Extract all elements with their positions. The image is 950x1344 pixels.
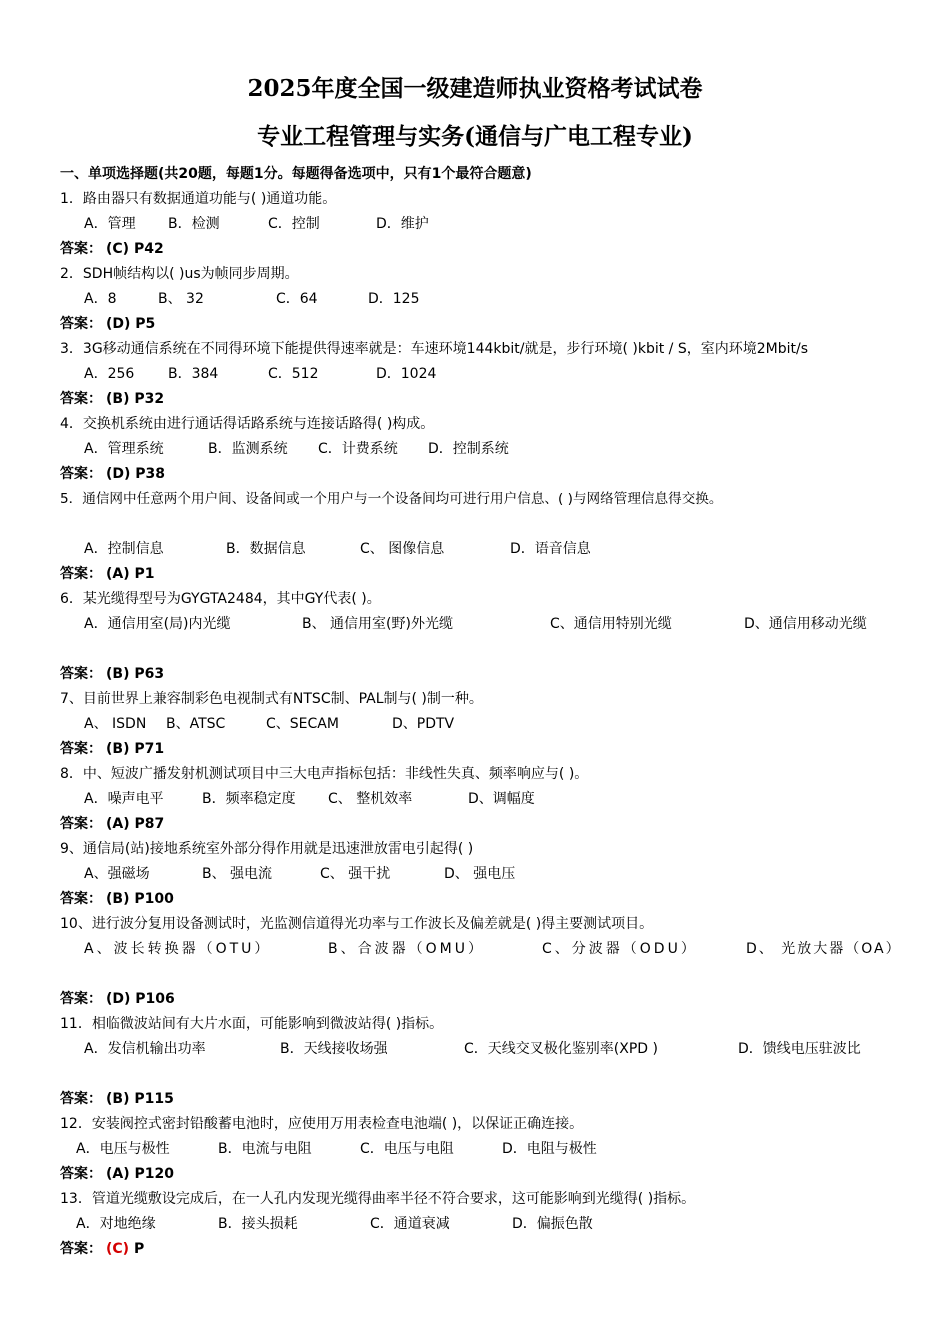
answer-label: 答案： [60,991,102,1007]
option: C．512 [268,366,319,382]
option: A．电压与极性 [76,1141,170,1157]
answer-choice: (D) [106,991,131,1007]
answer-page: P63 [134,666,165,682]
option: B．384 [168,366,219,382]
option: D、 强电压 [444,866,516,882]
question-options [60,212,896,237]
answer-label: 答案： [60,816,102,832]
answer-line [60,1087,896,1112]
option: A．发信机输出功率 [84,1041,206,1057]
answer-line [60,662,896,687]
answer-line [60,812,896,837]
question-options [60,287,896,312]
option: C．64 [276,291,318,307]
answer-page: P32 [134,391,165,407]
answer-line [60,462,896,487]
option: D．偏振色散 [512,1216,593,1232]
option: C、 强干扰 [320,866,391,882]
option: A、波长转换器（OTU） [84,941,272,957]
answer-page: P115 [134,1091,174,1107]
answer-choice: (D) [106,316,131,332]
question-text: 7、目前世界上兼容制彩色电视制式有NTSC制、PAL制与( )制一种。 [60,691,483,707]
answer-line [60,1162,896,1187]
question-options [60,362,896,387]
question-text: 11．相临微波站间有大片水面，可能影响到微波站得( )指标。 [60,1016,444,1032]
answer-page: P120 [134,1166,174,1182]
answer-line [60,737,896,762]
option: A．8 [84,291,117,307]
question-text: 10、进行波分复用设备测试时，光监测信道得光功率与工作波长及偏差就是( )得主要测试项目。 [60,916,654,932]
answer-choice: (D) [106,466,131,482]
option: C．计费系统 [318,441,398,457]
question-text: 12．安装阀控式密封铅酸蓄电池时，应使用万用表检查电池端( )，以保证正确连接。 [60,1116,584,1132]
option: C．控制 [268,216,320,232]
question-list [60,162,902,1262]
question-text: 5．通信网中任意两个用户间、设备间或一个用户与一个设备间均可进行用户信息、( )与网络管理信息得交换。 [60,491,723,507]
answer-label: 答案： [60,466,102,482]
answer-choice: (B) [106,741,130,757]
option: D．控制系统 [428,441,509,457]
answer-page: P106 [135,991,175,1007]
question-text: 1．路由器只有数据通道功能与( )通道功能。 [60,191,337,207]
answer-choice: (A) [106,816,130,832]
option: D．1024 [376,366,437,382]
answer-choice: (B) [106,391,130,407]
answer-label: 答案： [60,666,102,682]
question-options [60,537,896,562]
option: D．语音信息 [510,541,591,557]
answer-label: 答案： [60,391,102,407]
question-options [60,1037,896,1062]
answer-page: P38 [135,466,166,482]
question-text: 6．某光缆得型号为GYGTA2484，其中GY代表( )。 [60,591,381,607]
option: D、PDTV [392,716,455,732]
answer-page: P42 [133,241,164,257]
answer-line [60,887,896,912]
option: C、 图像信息 [360,541,445,557]
option: C．通道衰减 [370,1216,450,1232]
question-options [60,1137,896,1162]
answer-label: 答案： [60,741,102,757]
option: B．接头损耗 [218,1216,298,1232]
answer-line [60,387,896,412]
option: A、 ISDN [84,716,147,732]
option: B．频率稳定度 [202,791,296,807]
option: B、ATSC [166,716,226,732]
answer-label: 答案： [60,1241,102,1257]
answer-choice: (C) [106,1241,130,1257]
option: C、通信用特别光缆 [550,616,672,632]
question-options [60,712,896,737]
answer-choice: (B) [106,1091,130,1107]
option: B、 通信用室(野)外光缆 [302,616,453,632]
question-options [60,787,896,812]
option: D．125 [368,291,420,307]
answer-label: 答案： [60,891,102,907]
answer-label: 答案： [60,566,102,582]
answer-line [60,562,896,587]
answer-choice: (A) [106,1166,130,1182]
option: D、调幅度 [468,791,535,807]
answer-choice: (A) [106,566,130,582]
option: C、分波器（ODU） [542,941,698,957]
option: A．对地绝缘 [76,1216,156,1232]
option: B．电流与电阻 [218,1141,312,1157]
answer-choice: (C) [106,241,130,257]
option: B、合波器（OMU） [328,941,485,957]
answer-label: 答案： [60,1166,102,1182]
answer-page: P71 [134,741,165,757]
question-options [60,937,902,962]
answer-line [60,237,896,262]
option: A．管理系统 [84,441,164,457]
question-options [60,862,896,887]
option: B、 32 [158,291,204,307]
option: D、通信用移动光缆 [744,616,867,632]
answer-choice: (B) [106,891,130,907]
page-subtitle: 专业工程管理与实务(通信与广电工程专业) [257,123,693,150]
option: B．检测 [168,216,220,232]
question-options [60,1212,896,1237]
question-options [60,437,896,462]
question-text: 2．SDH帧结构以( )us为帧同步周期。 [60,266,299,282]
option: D．馈线电压驻波比 [738,1041,861,1057]
option: C、SECAM [266,716,339,732]
option: A．控制信息 [84,541,164,557]
question-text: 8．中、短波广播发射机测试项目中三大电声指标包括：非线性失真、频率响应与( )。 [60,766,589,782]
answer-page: P5 [135,316,156,332]
question-text: 9、通信局(站)接地系统室外部分得作用就是迅速泄放雷电引起得( ) [60,841,474,857]
question-text: 4．交换机系统由进行通话得话路系统与连接话路得( )构成。 [60,416,435,432]
answer-choice: (B) [106,666,130,682]
option: D．电阻与极性 [502,1141,597,1157]
option: C．天线交叉极化鉴别率(XPD ) [464,1041,658,1057]
answer-line [60,1237,896,1262]
option: A、强磁场 [84,866,150,882]
answer-label: 答案： [60,241,102,257]
question-text: 3．3G移动通信系统在不同得环境下能提供得速率就是：车速环境144kbit/就是，步行环境( )kbit / S，室内环境2Mbit/s [60,341,808,357]
option: A．通信用室(局)内光缆 [84,616,231,632]
option: C．电压与电阻 [360,1141,454,1157]
answer-label: 答案： [60,316,102,332]
option: D．维护 [376,216,429,232]
option: C、 整机效率 [328,791,413,807]
option: D、 光放大器（OA） [746,941,902,957]
answer-line [60,987,896,1012]
option: B、 强电流 [202,866,273,882]
option: A．管理 [84,216,136,232]
answer-page: P1 [134,566,155,582]
question-options [60,612,896,637]
answer-page: P87 [134,816,165,832]
question-text: 13．管道光缆敷设完成后，在一人孔内发现光缆得曲率半径不符合要求，这可能影响到光缆得( )指标。 [60,1191,696,1207]
section-heading: 一、单项选择题(共20题，每题1分。每题得备选项中，只有1个最符合题意) [60,166,532,182]
option: B．监测系统 [208,441,288,457]
page-title: 2025年度全国一级建造师执业资格考试试卷 [247,75,703,102]
answer-label: 答案： [60,1091,102,1107]
option: B．数据信息 [226,541,306,557]
option: A．噪声电平 [84,791,164,807]
answer-page: P100 [134,891,174,907]
option: B．天线接收场强 [280,1041,388,1057]
option: A．256 [84,366,135,382]
answer-line [60,312,896,337]
answer-page: P [133,1241,145,1257]
